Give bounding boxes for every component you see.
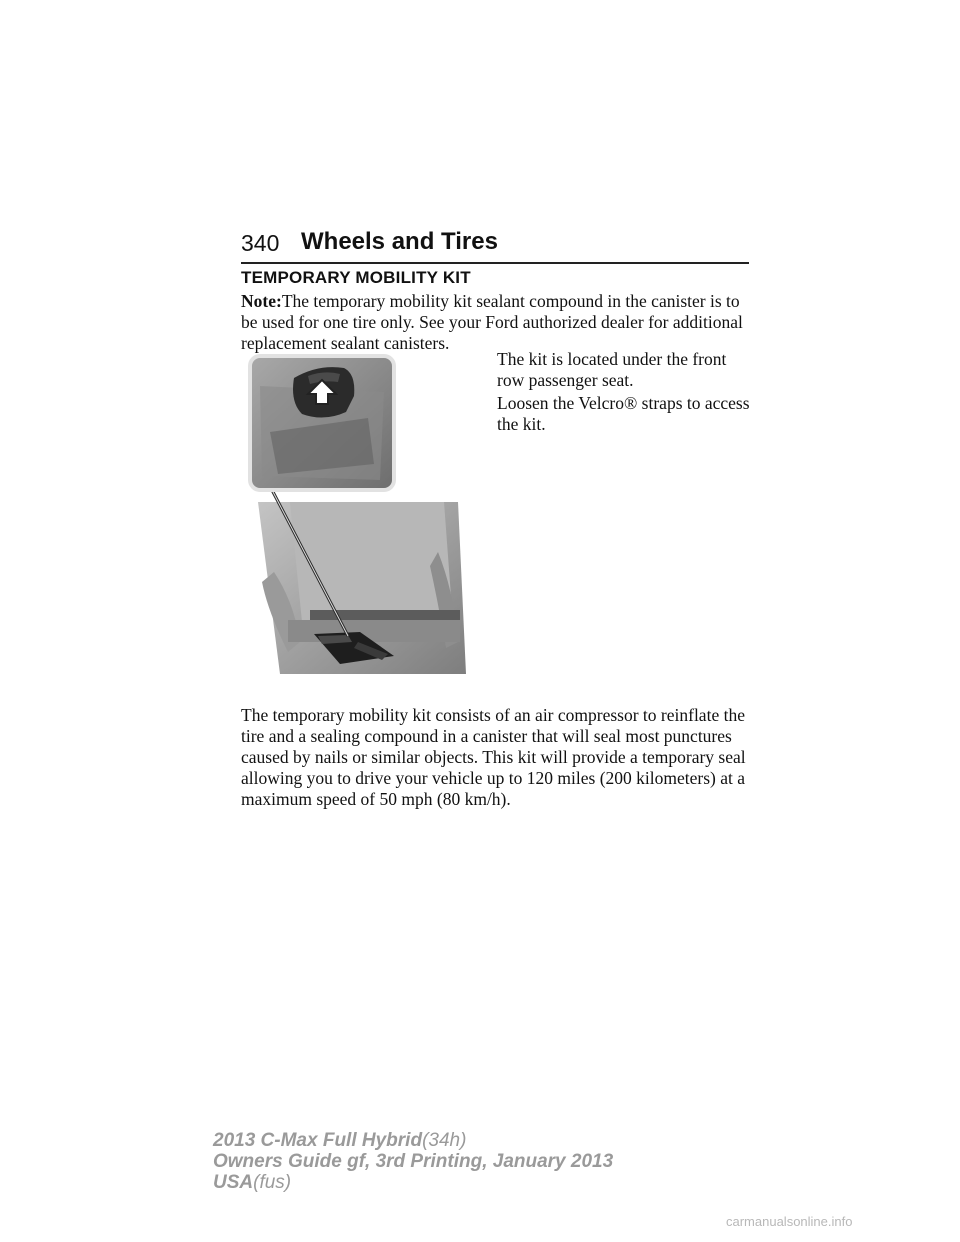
footer-model-code: (34h) xyxy=(422,1130,467,1151)
seat-kit-location-illustration xyxy=(248,352,470,674)
footer-market-line xyxy=(213,1172,613,1193)
footer-model-line xyxy=(213,1130,613,1151)
section-heading: TEMPORARY MOBILITY KIT xyxy=(241,268,471,287)
inset-closeup xyxy=(250,356,394,490)
footer-market: USA xyxy=(213,1172,254,1193)
footer-market-code: (fus) xyxy=(253,1172,292,1193)
illustration-svg xyxy=(248,352,470,674)
description-paragraph: The temporary mobility kit consists of an air compressor to reinflate the tire and a sealing compound in a canister that will seal most punctures caused by nails or similar objects. This kit will provide a temporary seal allowing you to drive your vehicle up to 120 miles (200 kilometers) at a maximum speed of 50 mph (80 km/h). xyxy=(241,705,746,809)
page-footer xyxy=(213,1130,613,1193)
note-label: Note: xyxy=(241,291,282,311)
location-paragraph: The kit is located under the front row passenger seat. xyxy=(497,349,727,390)
page-number: 340 xyxy=(241,230,280,256)
footer-model: 2013 C-Max Full Hybrid xyxy=(213,1130,423,1151)
straps-paragraph: Loosen the Velcro® straps to access the kit. xyxy=(497,393,750,434)
footer-guide: Owners Guide gf, 3rd Printing, January 2013 xyxy=(213,1151,614,1172)
page-title: Wheels and Tires xyxy=(301,228,498,255)
note-text: The temporary mobility kit sealant compound in the canister is to be used for one tire only. See your Ford authorized dealer for additional replacement sealant canisters. xyxy=(241,291,743,353)
watermark[interactable]: carmanualsonline.info xyxy=(726,1214,853,1229)
page-header xyxy=(241,228,749,264)
note-paragraph xyxy=(241,291,753,354)
seat-drawing xyxy=(258,502,466,674)
